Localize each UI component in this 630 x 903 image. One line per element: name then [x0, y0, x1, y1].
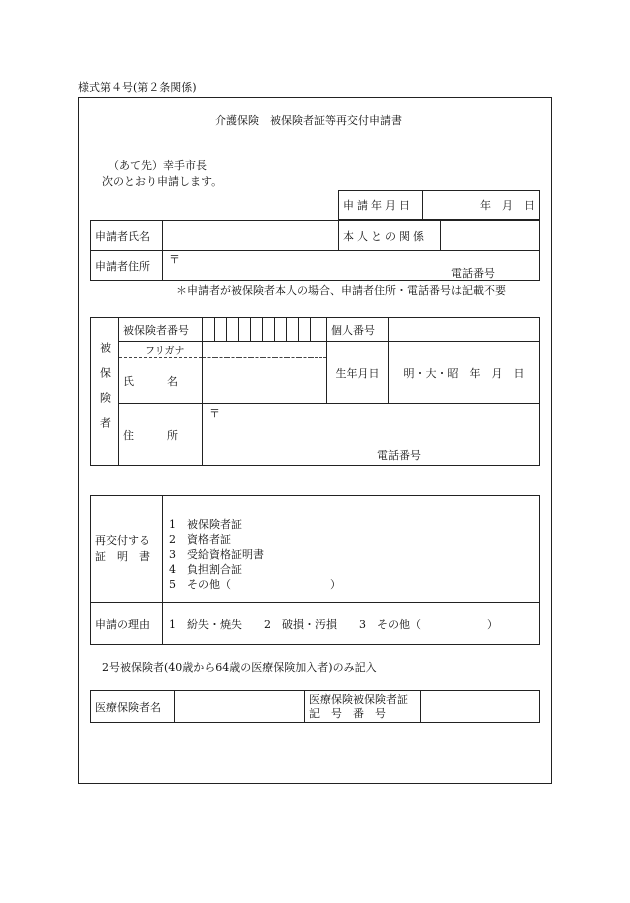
insured-number-label: 被保険者番号	[119, 318, 203, 342]
insured-number-digit[interactable]	[299, 318, 311, 342]
certificate-table	[90, 495, 540, 645]
insured-name-label: 氏 名	[119, 358, 203, 404]
insured-table	[90, 317, 540, 466]
applicant-note: ＊申請者が被保険者本人の場合、申請者住所・電話番号は記載不要	[176, 284, 506, 297]
insured-address-field[interactable]	[203, 404, 540, 466]
form-number: 様式第４号(第２条関係)	[78, 81, 197, 94]
personal-number-field[interactable]	[389, 318, 540, 342]
certificate-option[interactable]: 3 受給資格証明書	[169, 547, 264, 561]
page-title: 介護保険 被保険者証等再交付申請書	[215, 114, 402, 127]
applicant-address-label: 申請者住所	[91, 251, 163, 281]
certificate-label: 再交付する 証 明 書	[91, 496, 163, 603]
postal-mark: 〒	[209, 407, 220, 420]
furigana-label: フリガナ	[119, 342, 203, 358]
applicant-address-field[interactable]	[163, 251, 540, 281]
cert-number-label: 医療保険被保険者証 記 号 番 号	[305, 691, 421, 723]
postal-mark: 〒	[169, 253, 180, 266]
certificate-option[interactable]: 1 被保険者証	[169, 517, 242, 531]
certificate-option[interactable]: 2 資格者証	[169, 532, 231, 546]
reason-label: 申請の理由	[91, 603, 163, 645]
certificate-option[interactable]: 4 負担割合証	[169, 562, 242, 576]
intro-text: 次のとおり申請します。	[102, 175, 223, 188]
date-units: 年 月 日	[480, 199, 535, 212]
birth-label: 生年月日	[327, 342, 389, 404]
insurer-field[interactable]	[175, 691, 305, 723]
insured-number-digit[interactable]	[263, 318, 275, 342]
birth-field[interactable]	[389, 342, 540, 404]
insured-address-label: 住 所	[119, 404, 203, 466]
application-date-table	[338, 190, 540, 220]
insured-side-label: 被保険者	[91, 318, 119, 466]
era-text: 明・大・昭 年 月 日	[403, 366, 525, 380]
insured-number-digit[interactable]	[275, 318, 287, 342]
insured-number-digit[interactable]	[203, 318, 215, 342]
insured-phone-label: 電話番号	[377, 449, 421, 462]
applicant-name-label: 申請者氏名	[91, 221, 163, 251]
medical-insurance-table	[90, 690, 540, 723]
insurer-label: 医療保険者名	[91, 691, 175, 723]
applicant-phone-label: 電話番号	[451, 267, 495, 280]
certificate-options	[163, 496, 540, 603]
second-insured-note: 2号被保険者(40歳から64歳の医療保険加入者)のみ記入	[102, 661, 377, 674]
date-field[interactable]	[423, 191, 540, 220]
relation-field[interactable]	[441, 221, 540, 251]
insured-number-digit[interactable]	[215, 318, 227, 342]
insured-number-digit[interactable]	[287, 318, 299, 342]
furigana-field[interactable]	[203, 342, 327, 358]
applicant-table	[90, 220, 540, 281]
relation-label: 本人との関係	[339, 221, 441, 251]
insured-number-digit[interactable]	[227, 318, 239, 342]
reason-options[interactable]: 1 紛失・焼失 2 破損・汚損 3 その他（ ）	[163, 603, 540, 645]
insured-number-digit[interactable]	[239, 318, 251, 342]
applicant-name-field[interactable]	[163, 221, 339, 251]
certificate-option[interactable]: 5 その他（ ）	[169, 577, 341, 591]
insured-number-digit[interactable]	[251, 318, 263, 342]
insured-name-field[interactable]	[203, 358, 327, 404]
insured-number-digit[interactable]	[311, 318, 327, 342]
cert-number-field[interactable]	[421, 691, 540, 723]
date-label: 申請年月日	[339, 191, 423, 220]
personal-number-label: 個人番号	[327, 318, 389, 342]
addressee: （あて先）幸手市長	[108, 159, 207, 172]
